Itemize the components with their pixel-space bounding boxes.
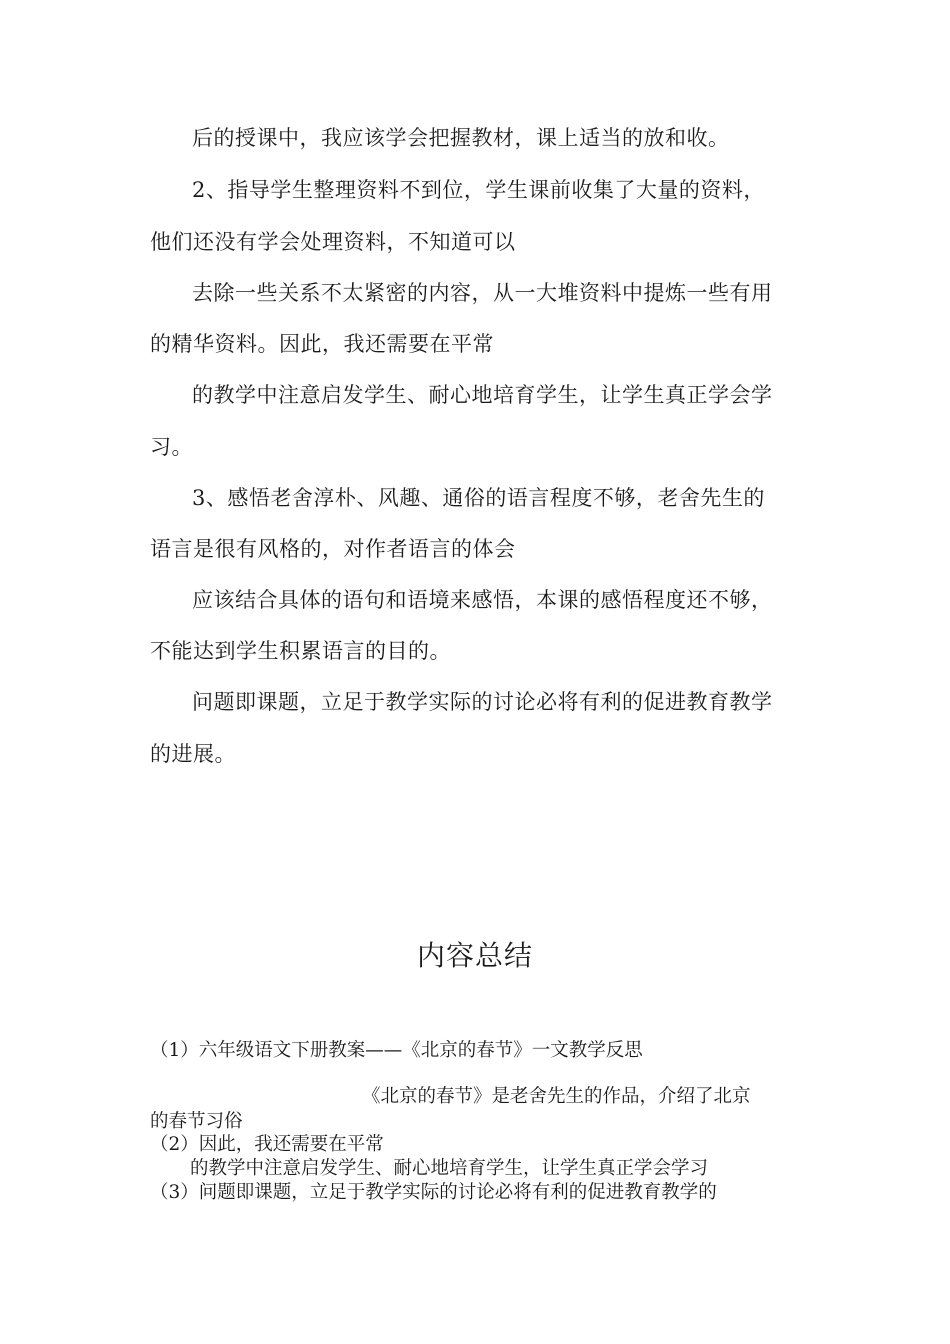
summary-item: （3）问题即课题，立足于教学实际的讨论必将有利的促进教育教学的 [150,1182,717,1203]
paragraph-line: 的进展。 [150,742,236,766]
paragraph-line: 习。 [150,435,193,459]
paragraph-line: 后的授课中，我应该学会把握教材，课上适当的放和收。 [192,126,730,150]
paragraph-line: 应该结合具体的语句和语境来感悟，本课的感悟程度还不够， [192,588,773,612]
paragraph-line: 问题即课题，立足于教学实际的讨论必将有利的促进教育教学 [192,690,773,714]
summary-item-detail: 《北京的春节》是老舍先生的作品，介绍了北京 [362,1086,751,1107]
paragraph-line: 的教学中注意启发学生、耐心地培育学生，让学生真正学会学 [192,383,773,407]
summary-item: （2）因此，我还需要在平常 [150,1134,384,1155]
summary-title: 内容总结 [416,939,533,972]
summary-item-detail: 的春节习俗 [150,1111,243,1132]
paragraph-line: 去除一些关系不太紧密的内容，从一大堆资料中提炼一些有用 [192,281,773,305]
paragraph-line: 的精华资料。因此，我还需要在平常 [150,332,494,356]
paragraph-line: 语言是很有风格的，对作者语言的体会 [150,537,516,561]
paragraph-line: 3、感悟老舍淳朴、风趣、通俗的语言程度不够，老舍先生的 [192,486,765,510]
paragraph-line: 2、指导学生整理资料不到位，学生课前收集了大量的资料， [192,178,765,202]
summary-item: （1）六年级语文下册教案——《北京的春节》一文教学反思 [150,1040,643,1061]
paragraph-line: 他们还没有学会处理资料，不知道可以 [150,230,516,254]
paragraph-line: 不能达到学生积累语言的目的。 [150,639,451,663]
summary-item-detail: 的教学中注意启发学生、耐心地培育学生，让学生真正学会学习 [190,1158,709,1179]
